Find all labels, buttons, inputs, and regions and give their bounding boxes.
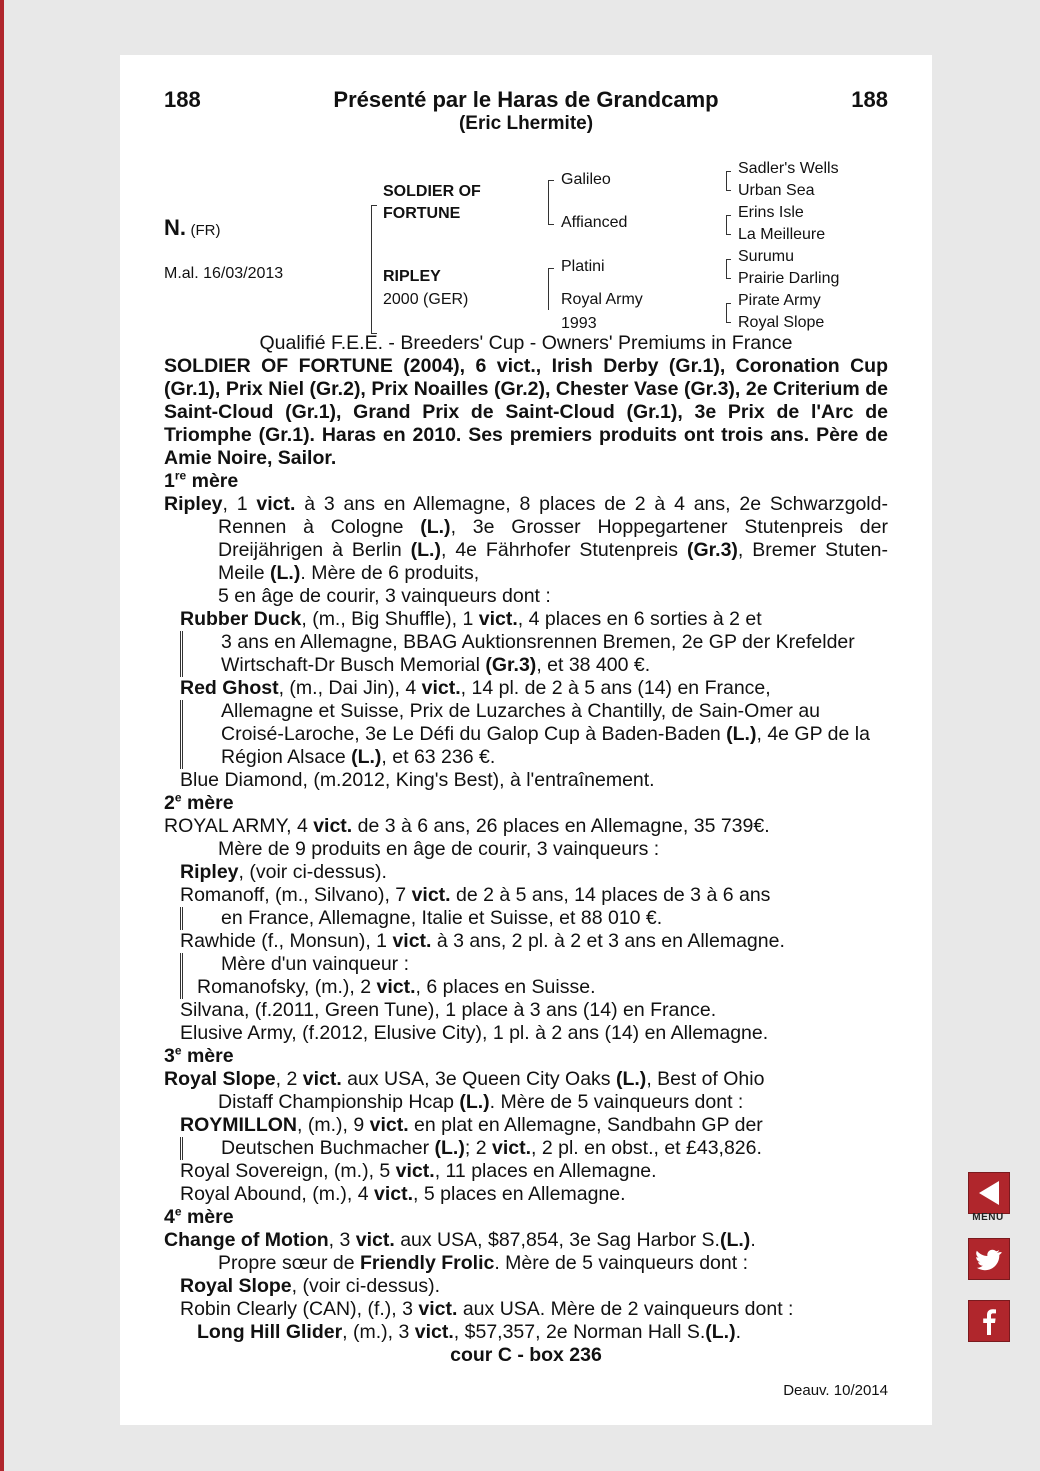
horse-info: M.al. 16/03/2013: [164, 265, 284, 282]
third-dam-record: Royal Slope, 2 vict. aux USA, 3e Queen City Oaks (L.), Best of Ohio: [164, 1068, 765, 1090]
granddam-record: ROYAL ARMY, 4 vict. de 3 à 6 ans, 26 places en Allemagne, 35 739€.: [164, 815, 770, 837]
sale-reference: Deauv. 10/2014: [783, 1382, 888, 1399]
fourth-dam-record-cont: Propre sœur de Friendly Frolic. Mère de 5 vainqueurs dont :: [218, 1252, 748, 1274]
produce-blue-diamond: Blue Diamond, (m.2012, King's Best), à l'entraînement.: [180, 769, 655, 791]
back-arrow-icon: [969, 1173, 1009, 1213]
lot-number-right: 188: [851, 87, 888, 112]
dam-info: 2000 (GER): [383, 291, 469, 308]
produce-royal-sovereign: Royal Sovereign, (m.), 5 vict., 11 places en Allemagne.: [180, 1160, 657, 1182]
gg-2: Urban Sea: [738, 182, 815, 199]
dam: RIPLEY: [383, 268, 441, 285]
produce-long-hill-glider: Long Hill Glider, (m.), 3 vict., $57,357, 2e Norman Hall S.(L.).: [197, 1321, 742, 1343]
lot-number-left: 188: [164, 87, 201, 112]
page-title: Présenté par le Haras de Grandcamp: [333, 87, 719, 112]
fourth-dam-record: Change of Motion, 3 vict. aux USA, $87,854, 3e Sag Harbor S.(L.).: [164, 1229, 756, 1251]
gg-6: Prairie Darling: [738, 270, 840, 287]
produce-roymillon: ROYMILLON, (m.), 9 vict. en plat en Allemagne, Sandbahn GP der Deutschen Buchmacher (L.); 2 vict., 2 pl. en obst., et £43,826.: [164, 1114, 888, 1160]
gg-8: Royal Slope: [738, 314, 825, 331]
facebook-button[interactable]: [968, 1300, 1010, 1342]
section-heading-4: 4e mère: [164, 1204, 234, 1228]
produce-red-ghost: Red Ghost, (m., Dai Jin), 4 vict., 14 pl. de 2 à 5 ans (14) en France, Allemagne et Suisse, Prix de Luzarches à Chantilly, de Sain-Omer au Croisé-Laroche, 3e Le Défi du Galop Cup à Baden-Baden (L.), 4e GP de la Région Alsace (L.), et 63 236 €.: [164, 677, 888, 769]
gg-1: Sadler's Wells: [738, 160, 839, 177]
third-dam-record-cont: Distaff Championship Hcap (L.). Mère de 5 vainqueurs dont :: [218, 1091, 744, 1113]
horse-id: [164, 215, 220, 241]
gg-5: Surumu: [738, 248, 795, 265]
sire-record: SOLDIER OF FORTUNE (2004), 6 vict., Irish Derby (Gr.1), Coronation Cup (Gr.1), Prix Niel (Gr.2), Prix Noailles (Gr.2), Chester Vase (Gr.3), 2e Criterium de Saint-Cloud (Gr.1), Grand Prix de Saint-Cloud (Gr.1), 3e Prix de l'Arc de Triomphe (Gr.1). Haras en 2010. Ses premiers produits ont trois ans. Père de Amie Noire, Sailor.: [164, 355, 888, 469]
section-heading-3: 3e mère: [164, 1043, 234, 1067]
produce-elusive-army: Elusive Army, (f.2012, Elusive City), 1 pl. à 2 ans (14) en Allemagne.: [180, 1022, 769, 1044]
produce-rawhide: Rawhide (f., Monsun), 1 vict. à 3 ans, 2 pl. à 2 et 3 ans en Allemagne. Mère d'un vainqueur : Romanofsky, (m.), 2 vict., 6 places en Suisse.: [164, 930, 888, 999]
dam-record: Ripley, 1 vict. à 3 ans en Allemagne, 8 places de 2 à 4 ans, 2e Schwarzgold-Rennen à Cologne (L.), 3e Grosser Hoppegartener Stutenpreis der Dreijährigen à Berlin (L.), 4e Fährhofer Stutenpreis (Gr.3), Bremer Stuten-Meile (L.). Mère de 6 produits,: [164, 493, 888, 584]
facebook-icon: [969, 1301, 1009, 1341]
sire-dam: Affianced: [561, 214, 628, 231]
menu-label: MENU: [972, 1212, 1004, 1223]
dam-record-cont: 5 en âge de courir, 3 vainqueurs dont :: [218, 585, 551, 607]
dam-sire: Platini: [561, 258, 605, 275]
sire: SOLDIER OF FORTUNE: [383, 183, 481, 222]
dam-dam-year: 1993: [561, 315, 597, 332]
produce-romanoff: Romanoff, (m., Silvano), 7 vict. de 2 à 5 ans, 14 places de 3 à 6 ans en France, Allemagne, Italie et Suisse, et 88 010 €.: [164, 884, 888, 930]
menu-button[interactable]: [968, 1172, 1010, 1214]
catalogue-page: [120, 55, 932, 1425]
horse-name: N.: [164, 215, 186, 240]
twitter-button[interactable]: [968, 1238, 1010, 1280]
gg-4: La Meilleure: [738, 226, 826, 243]
granddam-record-cont: Mère de 9 produits en âge de courir, 3 vainqueurs :: [218, 838, 660, 860]
stable-location: cour C - box 236: [450, 1344, 602, 1366]
horse-country: (FR): [190, 222, 221, 239]
left-edge-stripe: [0, 0, 4, 1471]
pedigree-table: [164, 155, 888, 340]
twitter-icon: [969, 1239, 1009, 1279]
gg-7: Pirate Army: [738, 292, 821, 309]
page-subtitle: (Eric Lhermite): [458, 113, 594, 134]
section-heading-2: 2e mère: [164, 790, 234, 814]
produce-ripley: Ripley, (voir ci-dessus).: [180, 861, 387, 883]
produce-royal-slope: Royal Slope, (voir ci-dessus).: [180, 1275, 441, 1297]
produce-royal-abound: Royal Abound, (m.), 4 vict., 5 places en Allemagne.: [180, 1183, 626, 1205]
produce-robin-clearly: Robin Clearly (CAN), (f.), 3 vict. aux USA. Mère de 2 vainqueurs dont :: [180, 1298, 794, 1320]
qualification-line: Qualifié F.E.E. - Breeders' Cup - Owners' Premiums in France: [259, 332, 793, 354]
dam-dam: Royal Army: [561, 291, 643, 308]
produce-silvana: Silvana, (f.2011, Green Tune), 1 place à 3 ans (14) en France.: [180, 999, 717, 1021]
catalogue-text: [164, 332, 888, 1367]
produce-rubber-duck: Rubber Duck, (m., Big Shuffle), 1 vict., 4 places en 6 sorties à 2 et 3 ans en Allemagne, BBAG Auktionsrennen Bremen, 2e GP der Krefelder Wirtschaft-Dr Busch Memorial (Gr.3), et 38 400 €.: [164, 608, 888, 677]
pedigree-bracket: [371, 205, 372, 333]
section-heading-1: 1re mère: [164, 468, 239, 492]
sire-sire: Galileo: [561, 171, 611, 188]
gg-3: Erins Isle: [738, 204, 804, 221]
